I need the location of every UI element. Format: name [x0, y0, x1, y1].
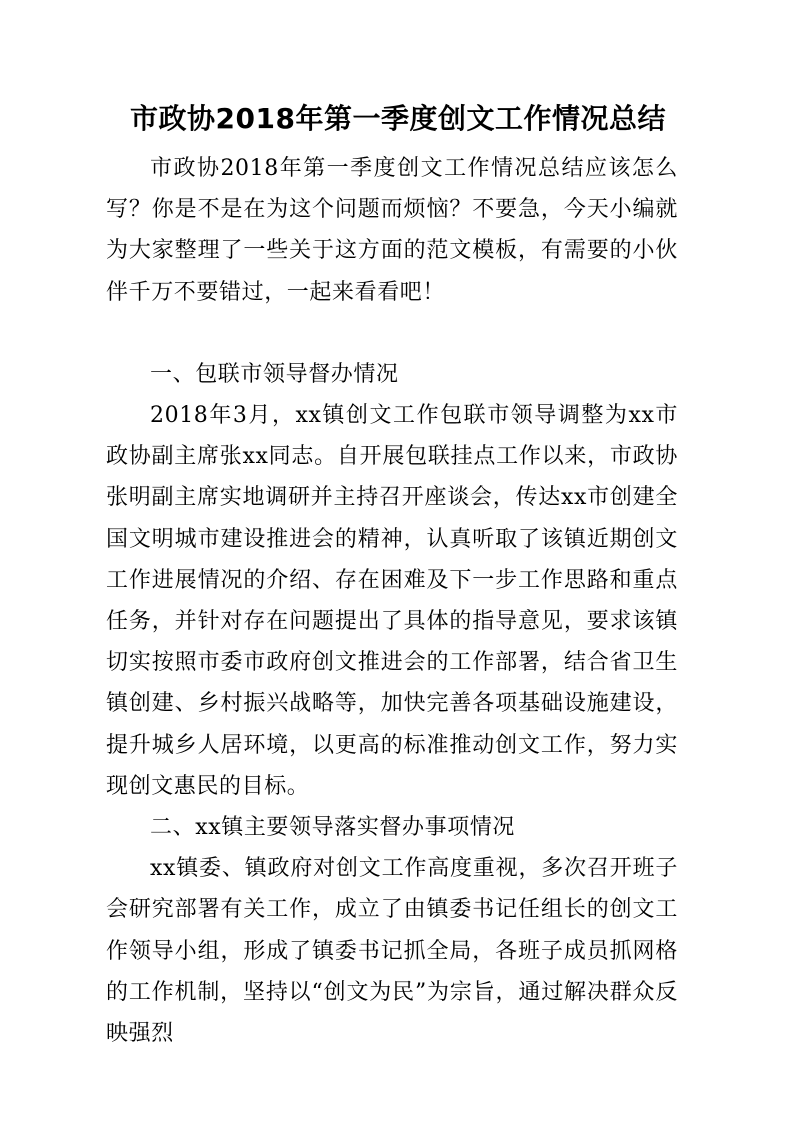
section-heading-1: 一、包联市领导督办情况	[150, 361, 399, 387]
section-paragraph-1: 2018年3月，xx镇创文工作包联市领导调整为xx市政协副主席张xx同志。自开展包联挂点工作以来，市政协张明副主席实地调研并主持召开座谈会，传达xx市创建全国文明城市建设推进会的精神，认真听取了该镇近期创文工作进展情况的介绍、存在困难及下一步工作思路和重点任务，并针对存在问题提出了具体的指导意见，要求该镇切实按照市委市政府创文推进会的工作部署，结合省卫生镇创建、乡村振兴战略等，加快完善各项基础设施建设，提升城乡人居环境，以更高的标准推动创文工作，努力实现创文惠民的目标。	[106, 403, 678, 799]
section-paragraph-2: xx镇委、镇政府对创文工作高度重视，多次召开班子会研究部署有关工作，成立了由镇委书记任组长的创文工作领导小组，形成了镇委书记抓全局，各班子成员抓网格的工作机制，坚持以“创文为民”为宗旨，通过解决群众反映强烈	[106, 856, 678, 1047]
document-body	[106, 148, 678, 1054]
document-title: 市政协2018年第一季度创文工作情况总结	[130, 102, 666, 135]
intro-paragraph: 市政协2018年第一季度创文工作情况总结应该怎么写？你是不是在为这个问题而烦恼？不要急，今天小编就为大家整理了一些关于这方面的范文模板，有需要的小伙伴千万不要错过，一起来看看吧！	[106, 156, 678, 305]
section-heading-2: 二、xx镇主要领导落实督办事项情况	[150, 815, 516, 841]
blank-line	[106, 313, 678, 354]
